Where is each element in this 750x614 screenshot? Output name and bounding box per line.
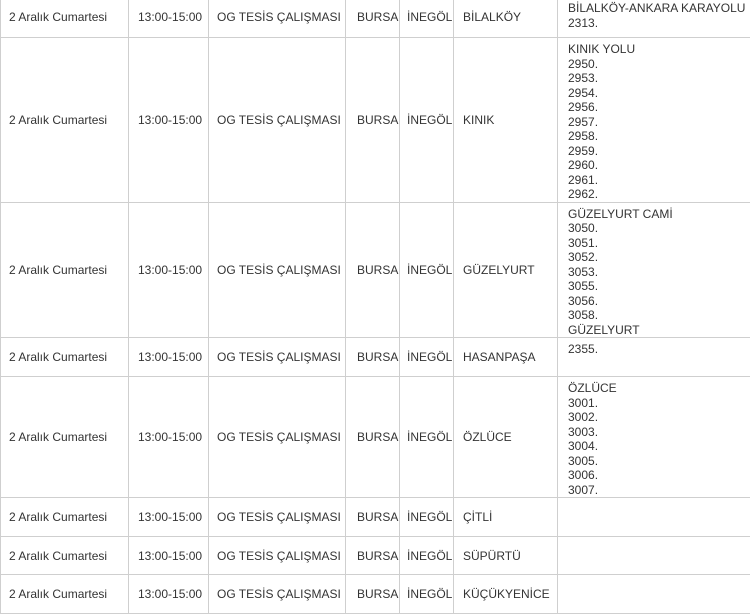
street-item: 2960. (568, 158, 750, 173)
street-item: 3007. (568, 483, 750, 498)
street-item: 3002. (568, 410, 750, 425)
street-item: 2961. (568, 173, 750, 188)
neighborhood-cell: BİLALKÖY (454, 0, 558, 38)
city-cell: BURSA (346, 537, 400, 575)
street-item: 2953. (568, 71, 750, 86)
street-item: 3055. (568, 279, 750, 294)
street-item: BİLALKÖY-ANKARA KARAYOLU (568, 1, 750, 16)
work-type-cell: OG TESİS ÇALIŞMASI (209, 575, 346, 614)
neighborhood-cell: GÜZELYURT (454, 202, 558, 338)
work-type-cell: OG TESİS ÇALIŞMASI (209, 38, 346, 203)
street-item: KINIK YOLU (568, 42, 750, 57)
district-cell: İNEGÖL (400, 377, 454, 498)
street-item: 3058. (568, 308, 750, 323)
city-cell: BURSA (346, 338, 400, 377)
date-cell: 2 Aralık Cumartesi (1, 377, 129, 498)
street-item: 2355. (568, 342, 750, 357)
work-type-cell: OG TESİS ÇALIŞMASI (209, 377, 346, 498)
work-type-cell: OG TESİS ÇALIŞMASI (209, 202, 346, 338)
streets-cell (558, 202, 750, 338)
district-cell: İNEGÖL (400, 537, 454, 575)
work-type-cell: OG TESİS ÇALIŞMASI (209, 0, 346, 38)
table-row (1, 338, 750, 377)
table-row (1, 377, 750, 498)
table-row (1, 498, 750, 537)
work-type-cell: OG TESİS ÇALIŞMASI (209, 537, 346, 575)
time-cell: 13:00-15:00 (129, 38, 209, 203)
street-item: 2957. (568, 115, 750, 130)
date-cell: 2 Aralık Cumartesi (1, 338, 129, 377)
neighborhood-cell: ÇİTLİ (454, 498, 558, 537)
work-type-cell: OG TESİS ÇALIŞMASI (209, 338, 346, 377)
date-cell: 2 Aralık Cumartesi (1, 202, 129, 338)
street-item: 2313. (568, 16, 750, 31)
street-item: 3005. (568, 454, 750, 469)
time-cell: 13:00-15:00 (129, 498, 209, 537)
street-item: ÖZLÜCE (568, 381, 750, 396)
city-cell: BURSA (346, 38, 400, 203)
table-row (1, 0, 750, 38)
street-item: 3001. (568, 396, 750, 411)
time-cell: 13:00-15:00 (129, 202, 209, 338)
neighborhood-cell: ÖZLÜCE (454, 377, 558, 498)
district-cell: İNEGÖL (400, 0, 454, 38)
street-item: 3004. (568, 439, 750, 454)
street-item: 3056. (568, 294, 750, 309)
city-cell: BURSA (346, 202, 400, 338)
district-cell: İNEGÖL (400, 38, 454, 203)
table-row (1, 575, 750, 614)
neighborhood-cell: KINIK (454, 38, 558, 203)
city-cell: BURSA (346, 0, 400, 38)
street-item: 2954. (568, 86, 750, 101)
table-row (1, 202, 750, 338)
date-cell: 2 Aralık Cumartesi (1, 498, 129, 537)
street-item: 2962. (568, 187, 750, 202)
date-cell: 2 Aralık Cumartesi (1, 0, 129, 38)
city-cell: BURSA (346, 377, 400, 498)
date-cell: 2 Aralık Cumartesi (1, 537, 129, 575)
time-cell: 13:00-15:00 (129, 575, 209, 614)
street-item: 3052. (568, 250, 750, 265)
street-item: 3050. (568, 221, 750, 236)
time-cell: 13:00-15:00 (129, 338, 209, 377)
city-cell: BURSA (346, 575, 400, 614)
district-cell: İNEGÖL (400, 575, 454, 614)
street-item: 3053. (568, 265, 750, 280)
district-cell: İNEGÖL (400, 498, 454, 537)
street-item: 3003. (568, 425, 750, 440)
district-cell: İNEGÖL (400, 338, 454, 377)
neighborhood-cell: SÜPÜRTÜ (454, 537, 558, 575)
street-item: 2958. (568, 129, 750, 144)
city-cell: BURSA (346, 498, 400, 537)
time-cell: 13:00-15:00 (129, 537, 209, 575)
street-item: GÜZELYURT CAMİ (568, 207, 750, 222)
table-body (1, 0, 750, 614)
street-item: GÜZELYURT (568, 323, 750, 338)
street-item: 2950. (568, 57, 750, 72)
street-item: 3006. (568, 468, 750, 483)
district-cell: İNEGÖL (400, 202, 454, 338)
neighborhood-cell: KÜÇÜKYENİCE (454, 575, 558, 614)
date-cell: 2 Aralık Cumartesi (1, 575, 129, 614)
street-item: 3051. (568, 236, 750, 251)
street-item: 2956. (568, 100, 750, 115)
table-row (1, 38, 750, 203)
date-cell: 2 Aralık Cumartesi (1, 38, 129, 203)
streets-cell (558, 575, 750, 614)
street-item: 2959. (568, 144, 750, 159)
streets-cell (558, 498, 750, 537)
table-row (1, 537, 750, 575)
streets-cell (558, 38, 750, 203)
streets-cell (558, 537, 750, 575)
streets-cell (558, 0, 750, 38)
time-cell: 13:00-15:00 (129, 377, 209, 498)
neighborhood-cell: HASANPAŞA (454, 338, 558, 377)
streets-cell (558, 338, 750, 377)
work-type-cell: OG TESİS ÇALIŞMASI (209, 498, 346, 537)
streets-cell (558, 377, 750, 498)
time-cell: 13:00-15:00 (129, 0, 209, 38)
